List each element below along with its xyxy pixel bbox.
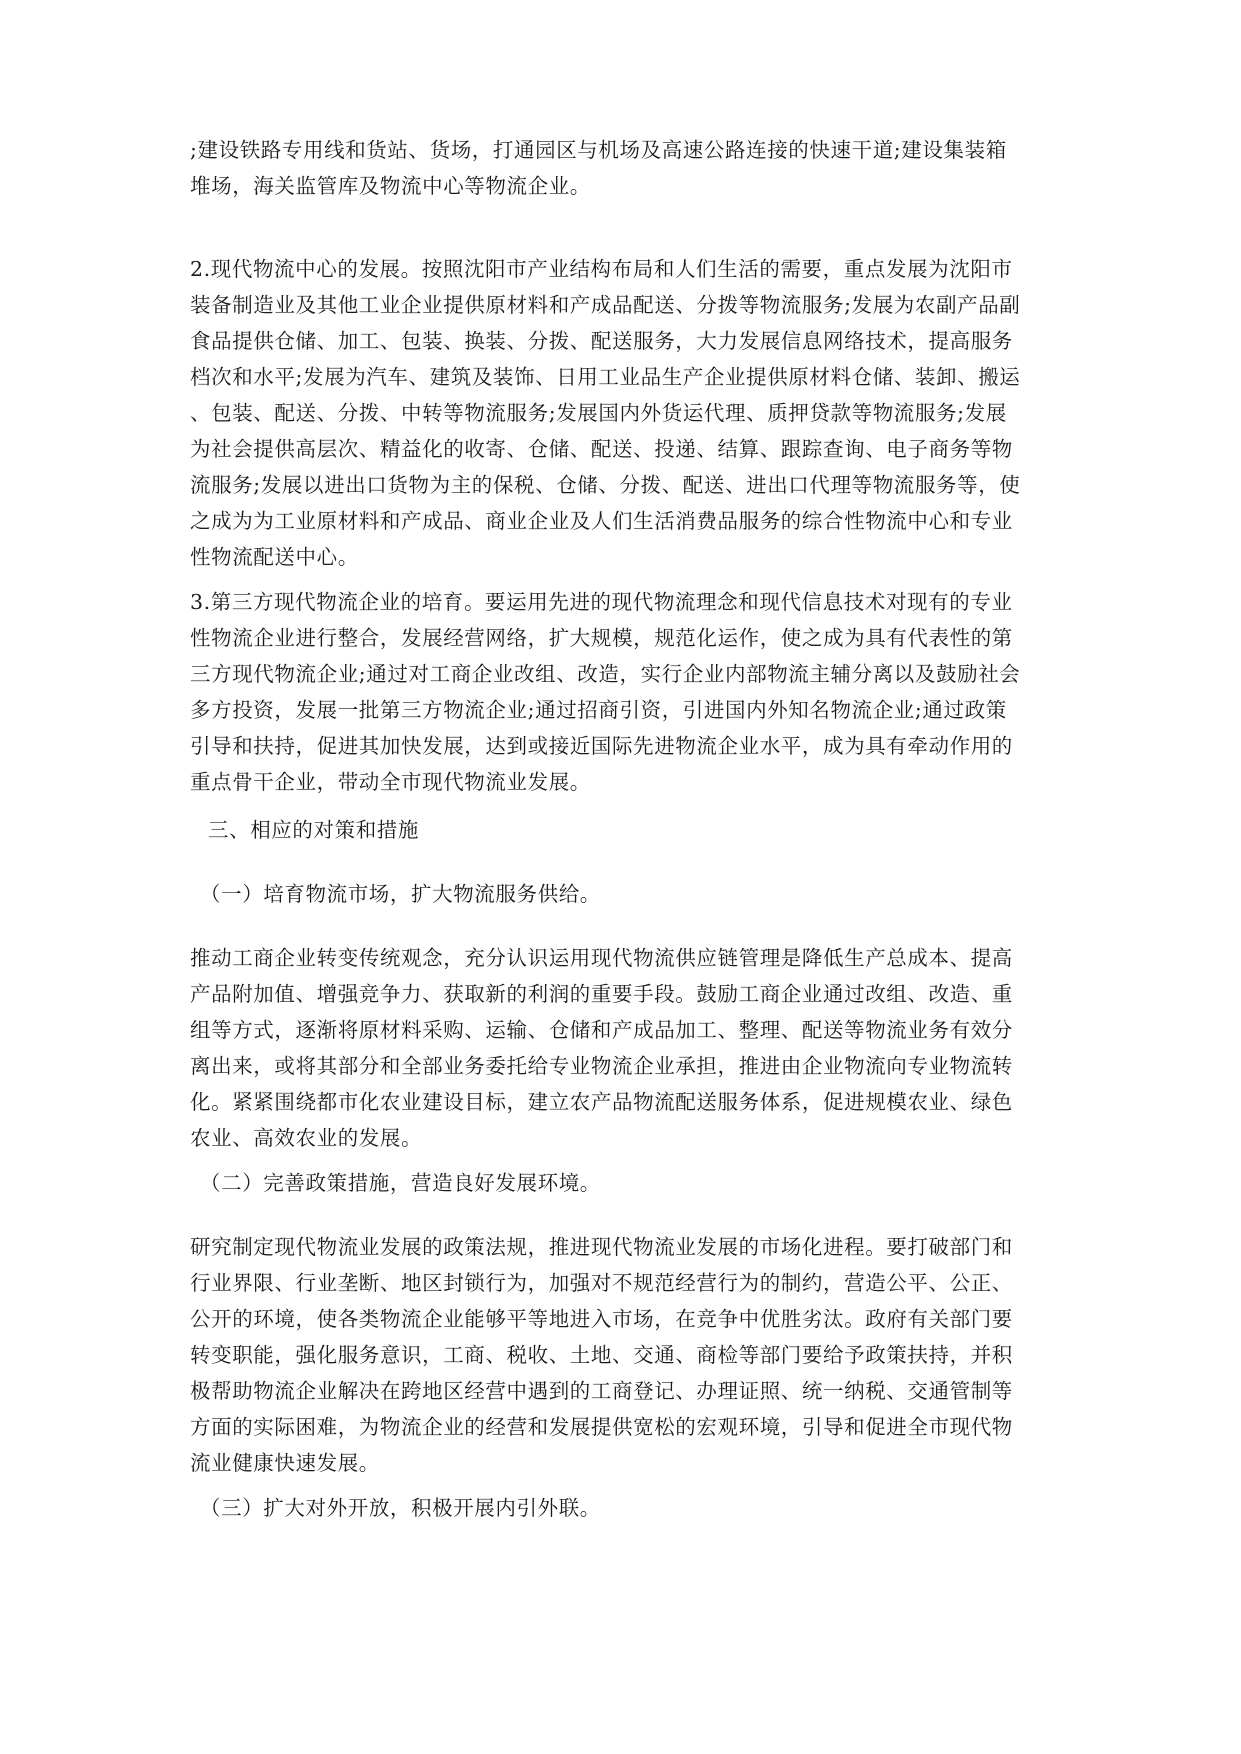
paragraph-line: 流服务;发展以进出口货物为主的保税、仓储、分拨、配送、进出口代理等物流服务等，使 xyxy=(190,473,1021,497)
paragraph-modern-logistics-center xyxy=(190,251,1050,575)
paragraph-line: 2.现代物流中心的发展。按照沈阳市产业结构布局和人们生活的需要，重点发展为沈阳市 xyxy=(190,257,1013,281)
paragraph-line: 堆场，海关监管库及物流中心等物流企业。 xyxy=(190,174,591,198)
paragraph-line: 装备制造业及其他工业企业提供原材料和产成品配送、分拨等物流服务;发展为农副产品副 xyxy=(190,293,1021,317)
paragraph-line: 引导和扶持，促进其加快发展，达到或接近国际先进物流企业水平，成为具有牵动作用的 xyxy=(190,734,1013,758)
subsection-heading-3: （三）扩大对外开放，积极开展内引外联。 xyxy=(200,1496,601,1520)
paragraph-intro xyxy=(190,132,1050,204)
paragraph-line: 性物流配送中心。 xyxy=(190,545,359,569)
paragraph-line: 、包装、配送、分拨、中转等物流服务;发展国内外货运代理、质押贷款等物流服务;发展 xyxy=(190,401,1007,425)
subsection-heading-1: （一）培育物流市场，扩大物流服务供给。 xyxy=(200,882,601,906)
paragraph-line: 重点骨干企业，带动全市现代物流业发展。 xyxy=(190,770,591,794)
section-heading: 三、相应的对策和措施 xyxy=(208,818,419,842)
paragraph-line: 3.第三方现代物流企业的培育。要运用先进的现代物流理念和现代信息技术对现有的专业 xyxy=(190,590,1013,614)
paragraph-cultivate-market xyxy=(190,940,1050,1156)
paragraph-line: 化。紧紧围绕都市化农业建设目标，建立农产品物流配送服务体系，促进规模农业、绿色 xyxy=(190,1090,1013,1114)
paragraph-line: 行业界限、行业垄断、地区封锁行为，加强对不规范经营行为的制约，营造公平、公正、 xyxy=(190,1271,1013,1295)
paragraph-line: 公开的环境，使各类物流企业能够平等地进入市场，在竞争中优胜劣汰。政府有关部门要 xyxy=(190,1307,1013,1331)
paragraph-line: 推动工商企业转变传统观念，充分认识运用现代物流供应链管理是降低生产总成本、提高 xyxy=(190,946,1013,970)
paragraph-third-party-logistics xyxy=(190,584,1050,800)
paragraph-line: 离出来，或将其部分和全部业务委托给专业物流企业承担，推进由企业物流向专业物流转 xyxy=(190,1054,1013,1078)
paragraph-line: 档次和水平;发展为汽车、建筑及装饰、日用工业品生产企业提供原材料仓储、装卸、搬运 xyxy=(190,365,1021,389)
paragraph-line: 之成为为工业原材料和产成品、商业企业及人们生活消费品服务的综合性物流中心和专业 xyxy=(190,509,1013,533)
paragraph-line: 极帮助物流企业解决在跨地区经营中遇到的工商登记、办理证照、统一纳税、交通管制等 xyxy=(190,1379,1013,1403)
paragraph-line: 流业健康快速发展。 xyxy=(190,1451,380,1475)
paragraph-line: 多方投资，发展一批第三方物流企业;通过招商引资，引进国内外知名物流企业;通过政策 xyxy=(190,698,1007,722)
paragraph-line: 研究制定现代物流业发展的政策法规，推进现代物流业发展的市场化进程。要打破部门和 xyxy=(190,1235,1013,1259)
paragraph-line: 性物流企业进行整合，发展经营网络，扩大规模，规范化运作，使之成为具有代表性的第 xyxy=(190,626,1013,650)
paragraph-line: 为社会提供高层次、精益化的收寄、仓储、配送、投递、结算、跟踪查询、电子商务等物 xyxy=(190,437,1013,461)
paragraph-line: 农业、高效农业的发展。 xyxy=(190,1126,423,1150)
paragraph-line: 产品附加值、增强竞争力、获取新的利润的重要手段。鼓励工商企业通过改组、改造、重 xyxy=(190,982,1013,1006)
paragraph-line: 组等方式，逐渐将原材料采购、运输、仓储和产成品加工、整理、配送等物流业务有效分 xyxy=(190,1018,1013,1042)
paragraph-line: 方面的实际困难，为物流企业的经营和发展提供宽松的宏观环境，引导和促进全市现代物 xyxy=(190,1415,1013,1439)
paragraph-line: 转变职能，强化服务意识，工商、税收、土地、交通、商检等部门要给予政策扶持，并积 xyxy=(190,1343,1013,1367)
paragraph-line: ;建设铁路专用线和货站、货场，打通园区与机场及高速公路连接的快速干道;建设集装箱 xyxy=(190,138,1007,162)
subsection-heading-2: （二）完善政策措施，营造良好发展环境。 xyxy=(200,1171,601,1195)
paragraph-line: 食品提供仓储、加工、包装、换装、分拨、配送服务，大力发展信息网络技术，提高服务 xyxy=(190,329,1013,353)
paragraph-line: 三方现代物流企业;通过对工商企业改组、改造，实行企业内部物流主辅分离以及鼓励社会 xyxy=(190,662,1021,686)
paragraph-policy-measures xyxy=(190,1229,1050,1481)
